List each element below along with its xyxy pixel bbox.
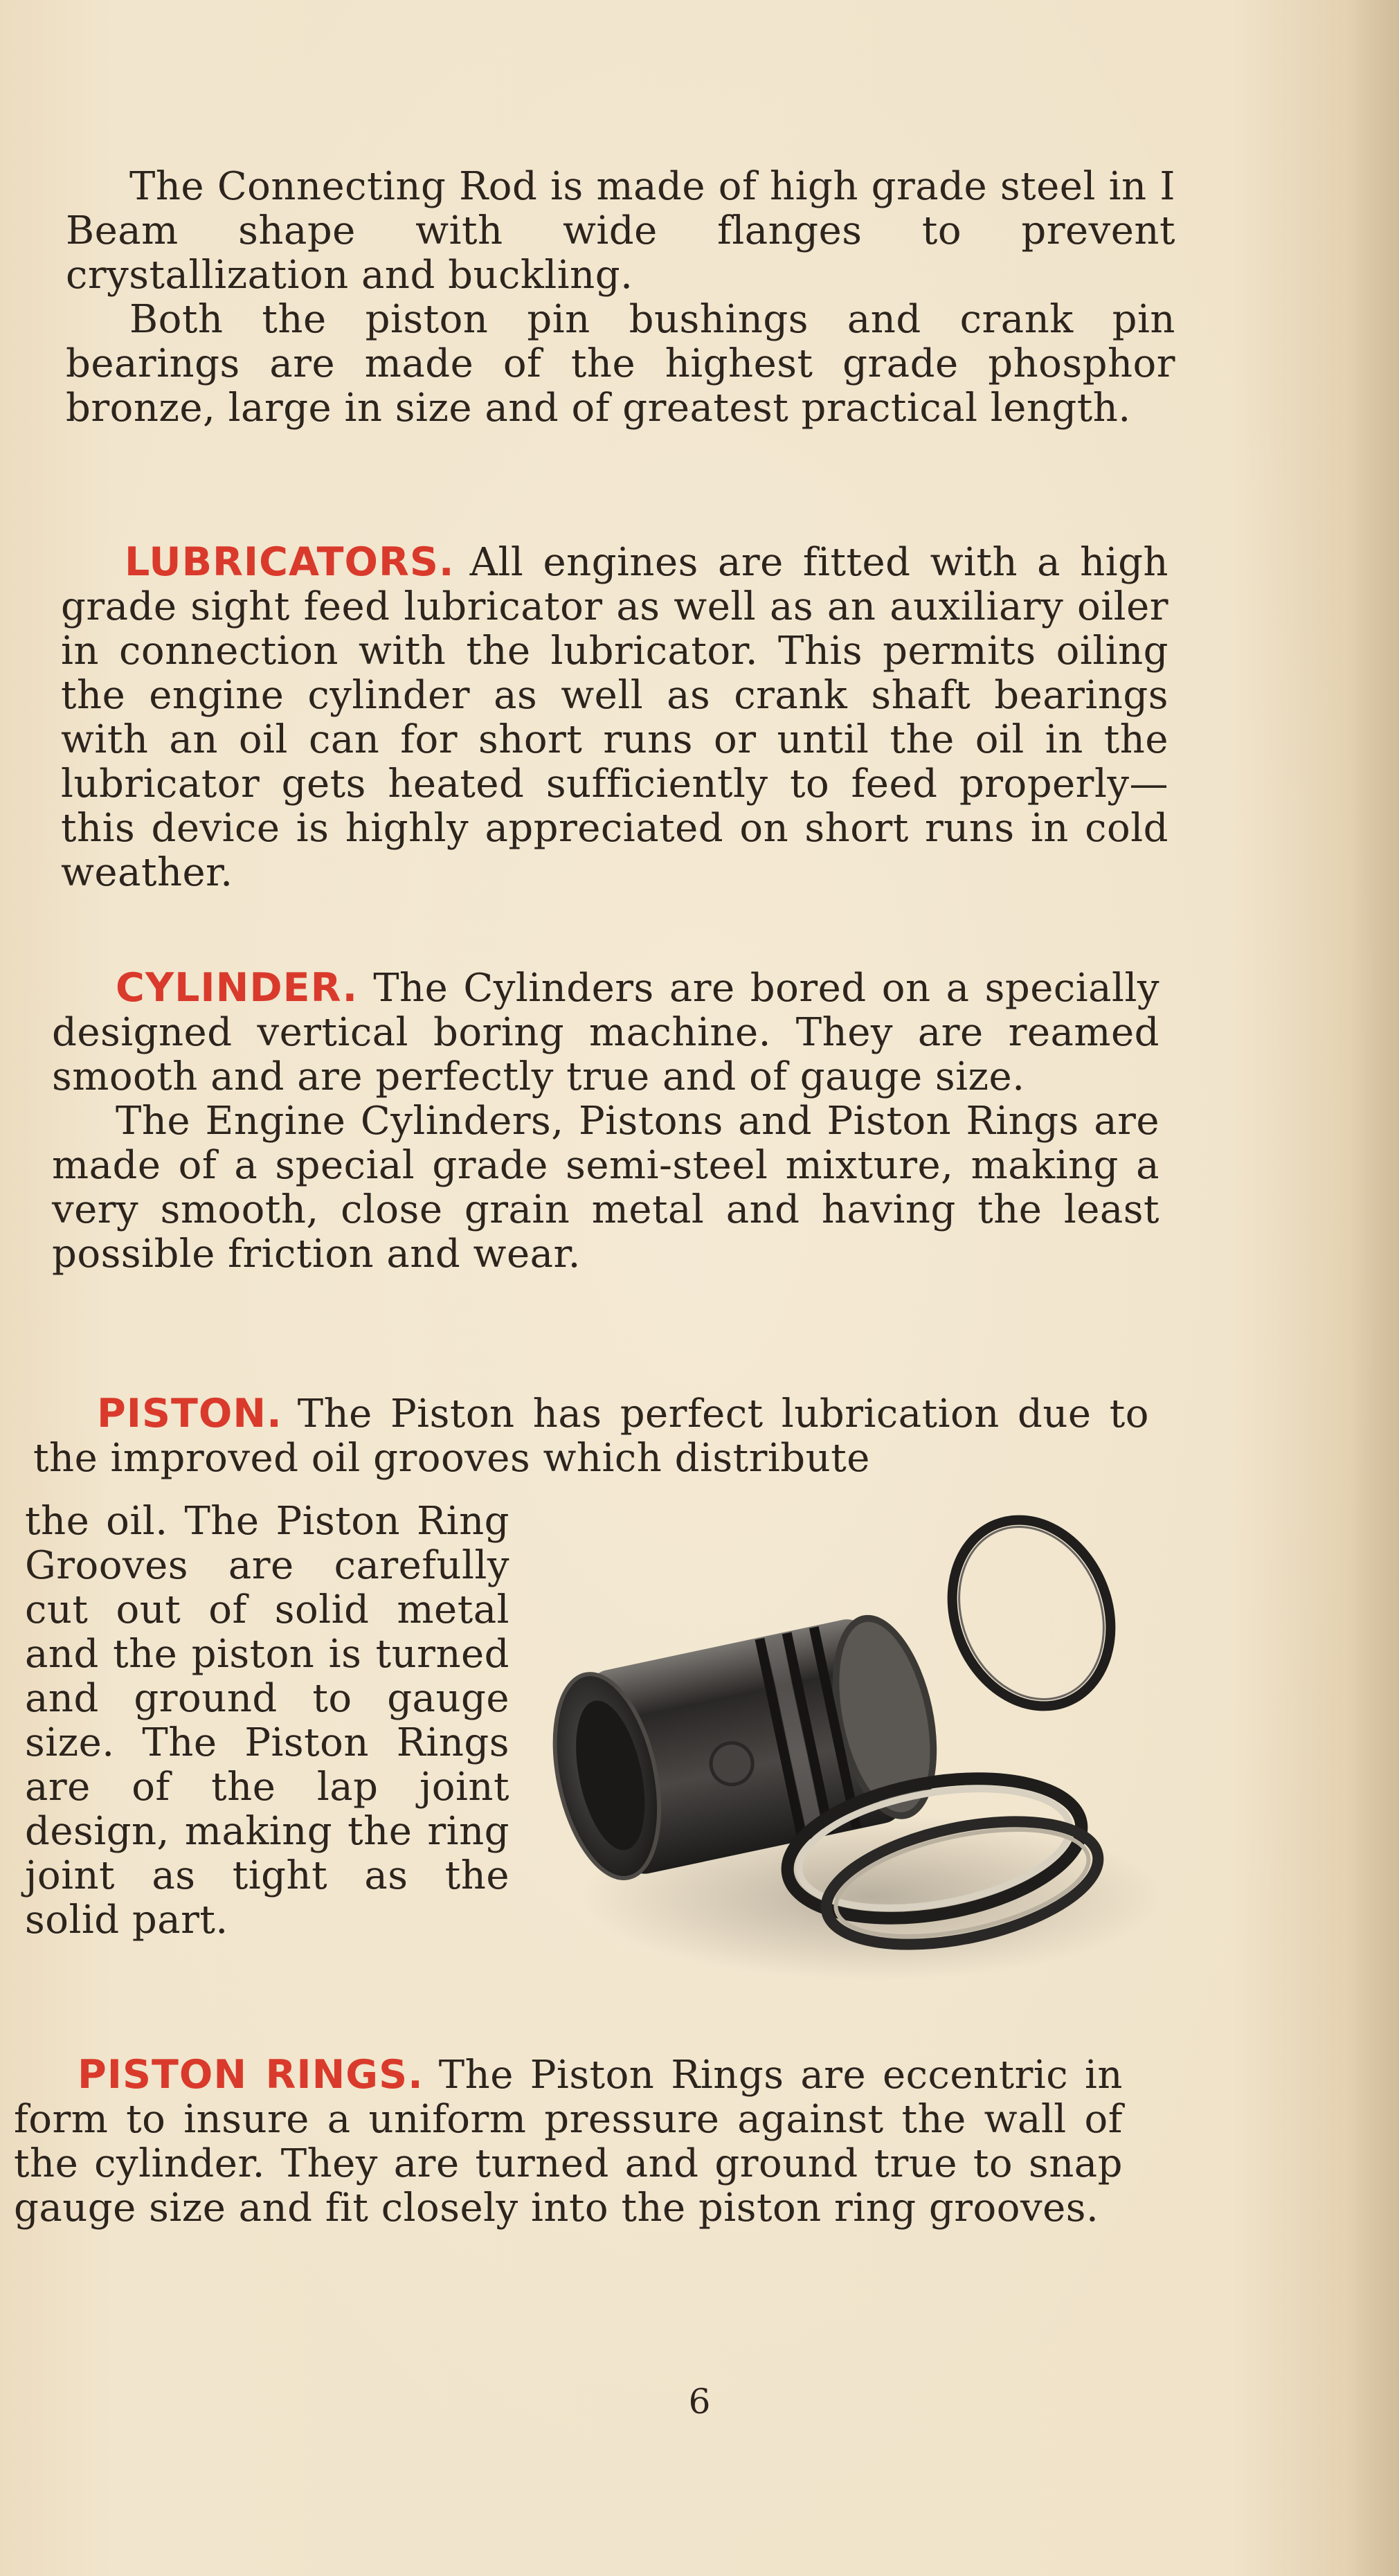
piston-lead-paragraph [33,1391,1149,1481]
piston-lead-text: The Piston has perfect lubrication due to the improved oil grooves which distribute [33,1391,1149,1481]
lubricators-text: All engines are fitted with a high grade sight feed lubricator as well as an auxiliary oiler in connection with the lubricator. This permits oiling the engine cylinder as well as crank shaft bearings with an oil can for short runs or until the oil in the lubricator gets heated sufficiently to feed properly—this device is highly appreciated on short runs in cold weather. [61,540,1168,895]
piston-and-rings-illustration [547,1509,1156,2008]
piston-rings-section [14,2053,1123,2231]
cylinder-section [52,966,1159,1277]
page-number: 6 [688,2381,711,2422]
intro-paragraph-bearings: Both the piston pin bushings and crank pin bearings are made of the highest grade phosphor bronze, large in size and of greatest practical length. [66,297,1175,431]
piston-section [33,1391,1149,1481]
lubricators-paragraph [61,540,1168,895]
piston-column-text: the oil. The Piston Ring Grooves are carefully cut out of solid metal and the piston is turned and ground to gauge size. The Piston Rings are of the lap joint design, making the ring joint as tight as the solid part. [25,1499,509,1943]
piston-rings-text: The Piston Rings are eccentric in form to insure a uniform pressure against the wall of the cylinder. They are turned and ground true to snap gauge size and fit closely into the piston ring grooves. [14,2053,1123,2231]
piston-rings-heading: PISTON RINGS. [78,2052,424,2098]
piston-heading: PISTON. [97,1391,282,1436]
piston-rings-paragraph [14,2053,1123,2231]
cylinder-heading: CYLINDER. [116,965,359,1011]
lubricators-heading: LUBRICATORS. [125,539,455,585]
cylinder-text: The Cylinders are bored on a specially designed vertical boring machine. They are reamed smooth and are perfectly true and of gauge size. [52,966,1159,1099]
page-edge-shadow [1351,0,1399,2576]
intro-paragraph-connecting-rod: The Connecting Rod is made of high grade steel in I Beam shape with wide flanges to prevent crystallization and buckling. [66,164,1175,298]
piston-column [25,1499,509,1943]
intro-section [66,165,1175,431]
cylinder-paragraph [52,966,1159,1099]
cylinder-paragraph-materials: The Engine Cylinders, Pistons and Piston Rings are made of a special grade semi-steel mixture, making a very smooth, close grain metal and having the least possible friction and wear. [52,1099,1159,1277]
lubricators-section [61,540,1168,895]
